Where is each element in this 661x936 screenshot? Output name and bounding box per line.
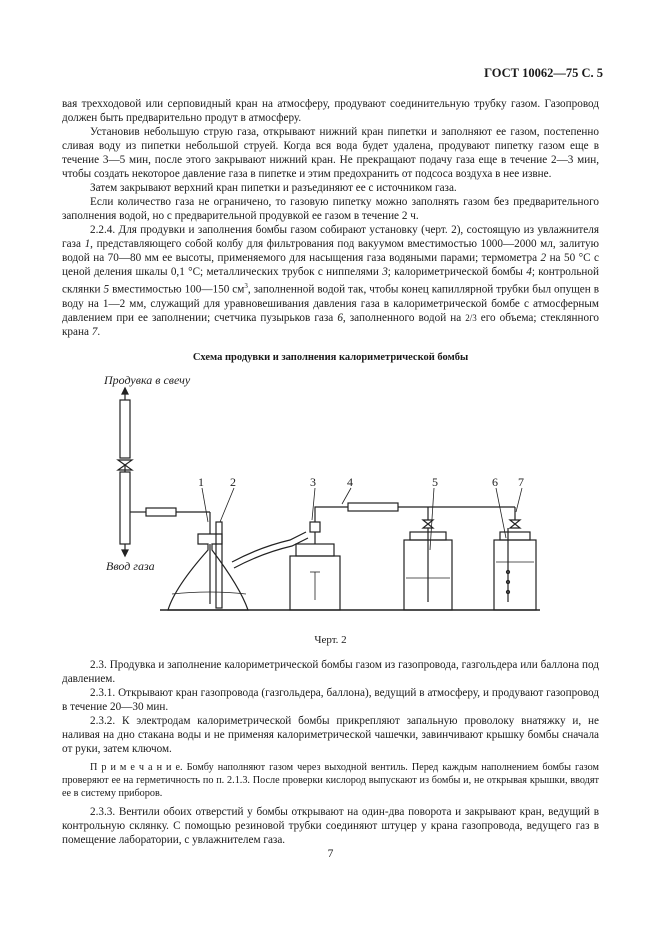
- paragraph: Установив небольшую струю газа, открывают нижний кран пипетки и заполняют ее газом, постепенно сливая воду из пипетки небольшой струей. Когда вся вода будет удалена, продувают пипетку газом еще в течение 3—5 мин, после этого закрывают нижний кран. Не прекращают подачу газа еще в течение 2—3 мин, чтобы создать некоторое давление газа в пипетке и этим предохранить от подсоса воздуха в нее извне.: [62, 126, 599, 180]
- text-block-2: [62, 658, 599, 847]
- paragraph: 2.3.3. Вентили обоих отверстий у бомбы открывают на один-два поворота и закрывают кран, ведущий в контрольную склянку. С помощью резиновой трубки соединяют штуцер у крана газопровода, ведущего газ в помещение лаборатории, с увлажнителем газа.: [62, 806, 599, 846]
- text-block-1: [62, 97, 599, 339]
- paragraph: Если количество газа не ограничено, то газовую пипетку можно заполнять газом без предварительного заполнения водой, но с предварительной продувкой ее газом в течение 2 ч.: [62, 196, 599, 222]
- paragraph-2-2-4: 2.2.4. Для продувки и заполнения бомбы газом собирают установку (черт. 2), состоящую из увлажнителя газа 1, представляющего собой колбу для фильтрования под вакуумом вместимостью 1000—2000 мл, залитую водой на 70—80 мм ее высоты, применяемого для насыщения газа водяными парами; термометра 2 на 50 °С с ценой деления шкалы 0,1 °С; металлических трубок с ниппелями 3; калориметрической бомбы 4; контрольной склянки 5 вместимостью 100—150 $см^3$, заполненной водой так, чтобы конец капиллярной трубки был опущен в воду на 1—2 мм, служащий для уравновешивания давления газа в калориметрической бомбе с атмосферным давлением при ее заполнении; счетчика пузырьков газа 6, заполненного водой на 2/3 его объема; стеклянного крана 7.: [62, 224, 600, 338]
- humidifier-flask: [168, 534, 248, 610]
- vent-tube: [120, 400, 130, 458]
- fig-num-1: 1: [198, 475, 204, 489]
- thermometer: [216, 522, 222, 608]
- label-gas-inlet: Ввод газа: [106, 559, 155, 573]
- fig-num-7: 7: [518, 475, 524, 489]
- figure-number: Черт. 2: [314, 634, 347, 646]
- paragraph: 2.3.2. К электродам калориметрической бомбы прикрепляют запальную проволоку внатяжку и, не наливая на дно стакана воды и не применяя калориметрической чашечки, завинчивают крышку бомбы сначала от руки, затем ключом.: [62, 715, 599, 755]
- fig-num-5: 5: [432, 475, 438, 489]
- arrow-down-icon: [122, 550, 128, 556]
- fig-num-6: 6: [492, 475, 498, 489]
- page-header: ГОСТ 10062—75 С. 5: [484, 66, 603, 80]
- apparatus-diagram: [90, 372, 540, 624]
- label-vent: Продувка в свечу: [104, 373, 191, 387]
- note: П р и м е ч а н и е. Бомбу наполняют газом через выходной вентиль. Перед каждым наполнением бомбы газом проверяют ее на герметичность по п. 2.1.3. После проверки кислород выпускают из бомбы и, не открывая крышки, вводят ее в систему приборов.: [62, 762, 599, 799]
- paragraph: 2.3.1. Открывают кран газопровода (газгольдера, баллона), ведущий в атмосферу, и продувают газопровод в течение 20—30 мин.: [62, 687, 599, 713]
- paragraph: Затем закрывают верхний кран пипетки и разъединяют ее с источником газа.: [90, 182, 457, 194]
- fig-num-4: 4: [347, 475, 353, 489]
- fig-num-2: 2: [230, 475, 236, 489]
- fig-num-3: 3: [310, 475, 316, 489]
- figure-caption: Схема продувки и заполнения калориметрической бомбы: [192, 352, 469, 363]
- rubber-tube: [348, 503, 398, 511]
- rubber-tube: [146, 508, 176, 516]
- arrow-up-icon: [122, 388, 128, 394]
- page-number: 7: [327, 848, 334, 860]
- stopcock-icon: [510, 520, 520, 528]
- paragraph: 2.3. Продувка и заполнение калориметрической бомбы газом из газопровода, газгольдера или баллона под давлением.: [62, 659, 599, 685]
- inlet-tube: [120, 472, 130, 544]
- bubble-counter: [494, 540, 536, 610]
- paragraph: вая трехходовой или серповидный кран на атмосферу, продувают соединительную трубку газом. Газопровод должен быть предварительно продут в атмосферу.: [62, 98, 599, 124]
